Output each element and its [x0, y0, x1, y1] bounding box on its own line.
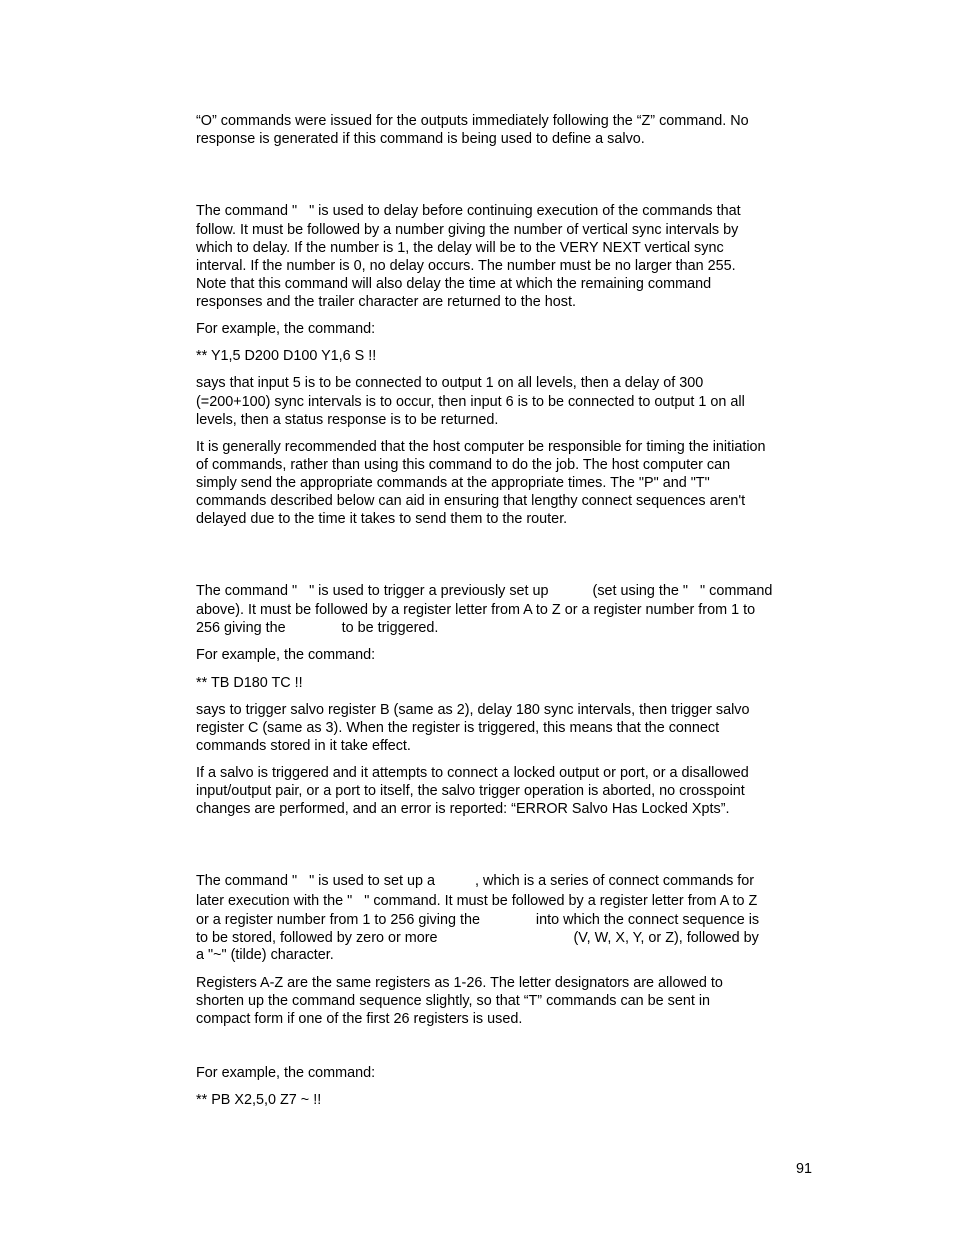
- page-number: 91: [796, 1161, 813, 1177]
- text-line: says that input 5 is to be connected to output 1 on all levels, then a delay of 300: [196, 375, 704, 391]
- text-line: The command " " is used to trigger a previously set up (set using the " " command: [196, 583, 773, 599]
- text-line: simply send the appropriate commands at the appropriate times. The "P" and "T": [196, 475, 710, 491]
- text-line: It is generally recommended that the host computer be responsible for timing the initiation: [196, 439, 766, 455]
- text-line: later execution with the " " command. It must be followed by a register letter from A to Z: [196, 893, 758, 909]
- text-line: follow. It must be followed by a number giving the number of vertical sync intervals by: [196, 222, 739, 238]
- text-line: of commands, rather than using this command to do the job. The host computer can: [196, 457, 731, 473]
- text-line: commands described below can aid in ensuring that lengthy connect sequences aren't: [196, 493, 746, 509]
- text-line: The command " " is used to delay before continuing execution of the commands that: [196, 203, 741, 219]
- text-line: to be stored, followed by zero or more (V, W, X, Y, or Z), followed by: [196, 930, 759, 946]
- text-line: “O” commands were issued for the outputs immediately following the “Z” command. No: [196, 113, 749, 129]
- text-line: Note that this command will also delay the time at which the remaining command: [196, 276, 712, 292]
- text-line: levels, then a status response is to be returned.: [196, 412, 499, 428]
- text-line: above). It must be followed by a register letter from A to Z or a register number from 1 to: [196, 602, 756, 618]
- code-example: ** Y1,5 D200 D100 Y1,6 S !!: [196, 348, 377, 364]
- text-line: a "~" (tilde) character.: [196, 947, 334, 963]
- text-line: interval. If the number is 0, no delay occurs. The number must be no larger than 255.: [196, 258, 736, 274]
- text-line: commands stored in it take effect.: [196, 738, 411, 754]
- text-line: or a register number from 1 to 256 giving the into which the connect sequence is: [196, 912, 760, 928]
- text-line: delayed due to the time it takes to send them to the router.: [196, 511, 568, 527]
- code-example: ** PB X2,5,0 Z7 ~ !!: [196, 1092, 322, 1108]
- text-line: Registers A-Z are the same registers as 1-26. The letter designators are allowed to: [196, 975, 723, 991]
- text-line: input/output pair, or a port to itself, the salvo trigger operation is aborted, no crosspoint: [196, 783, 745, 799]
- text-line: register C (same as 3). When the register is triggered, this means that the connect: [196, 720, 720, 736]
- text-line: For example, the command:: [196, 321, 376, 337]
- text-line: For example, the command:: [196, 1065, 376, 1081]
- text-line: says to trigger salvo register B (same as 2), delay 180 sync intervals, then trigger salvo: [196, 702, 750, 718]
- text-line: compact form if one of the first 26 registers is used.: [196, 1011, 523, 1027]
- text-line: shorten up the command sequence slightly, so that “T” commands can be sent in: [196, 993, 711, 1009]
- text-line: response is generated if this command is being used to define a salvo.: [196, 131, 645, 147]
- text-line: If a salvo is triggered and it attempts to connect a locked output or port, or a disallowed: [196, 765, 749, 781]
- text-line: The command " " is used to set up a , which is a series of connect commands for: [196, 873, 755, 889]
- text-line: responses and the trailer character are returned to the host.: [196, 294, 576, 310]
- text-line: which to delay. If the number is 1, the delay will be to the VERY NEXT vertical sync: [196, 240, 724, 256]
- text-line: For example, the command:: [196, 647, 376, 663]
- text-line: (=200+100) sync intervals is to occur, then input 6 is to be connected to output 1 on all: [196, 394, 745, 410]
- code-example: ** TB D180 TC !!: [196, 675, 303, 691]
- text-line: 256 giving the to be triggered.: [196, 620, 439, 636]
- text-line: changes are performed, and an error is reported: “ERROR Salvo Has Locked Xpts”.: [196, 801, 730, 817]
